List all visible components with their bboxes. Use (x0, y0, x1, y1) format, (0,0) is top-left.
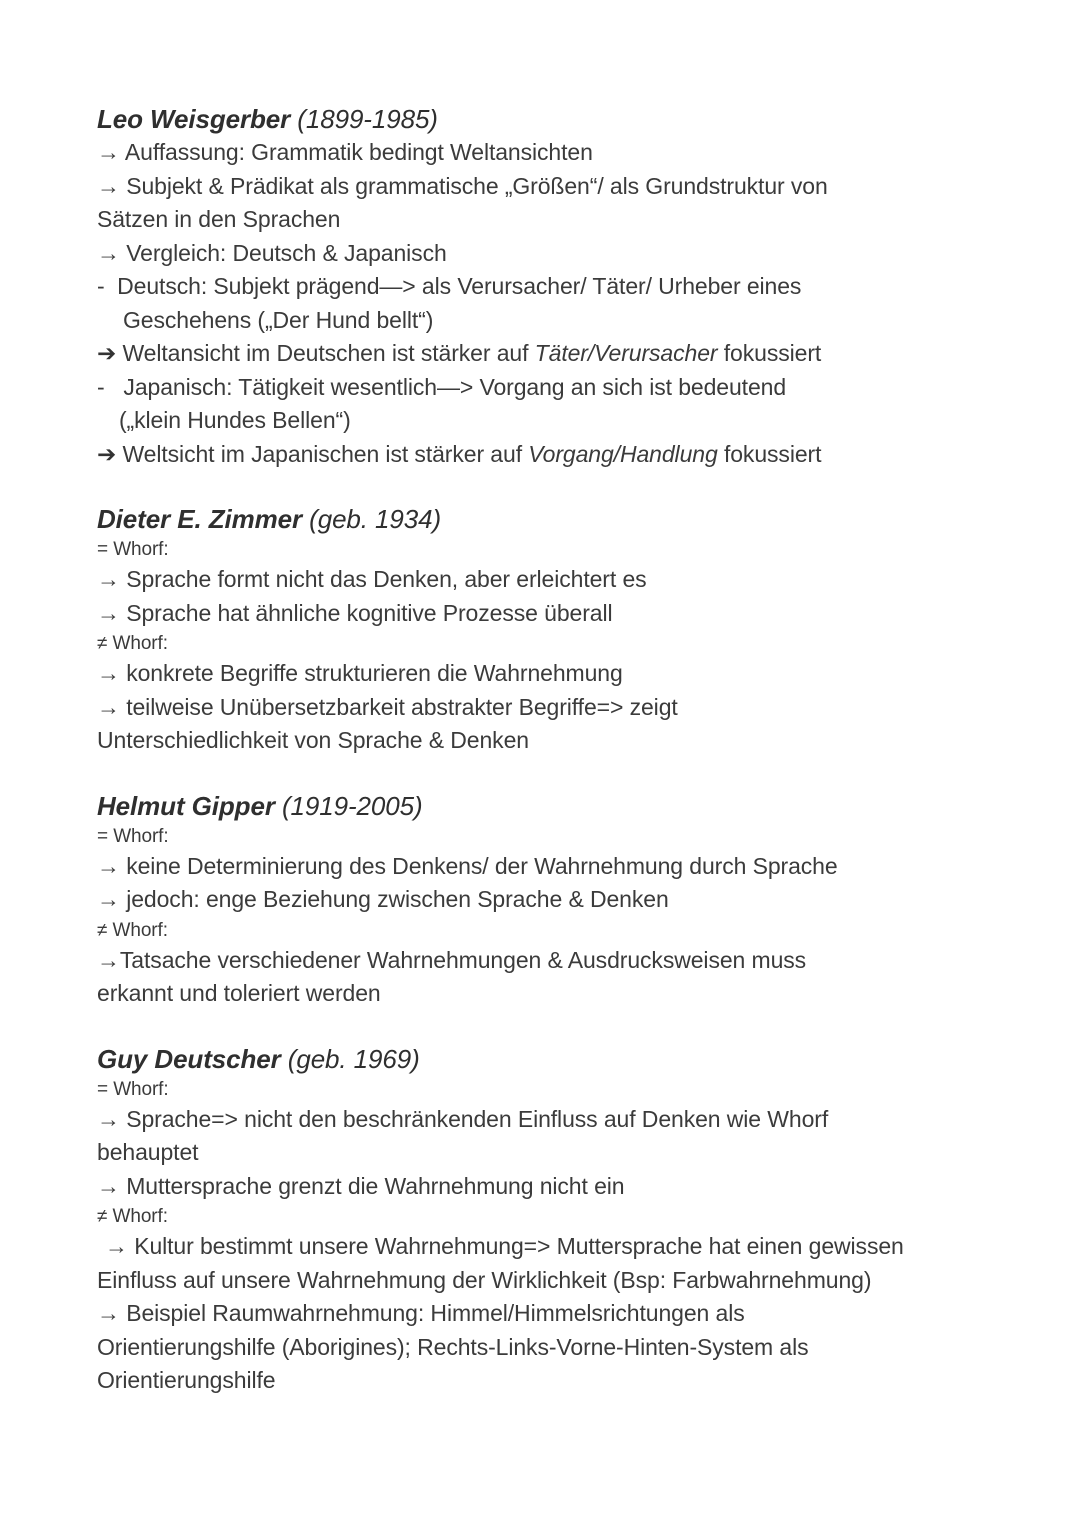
text-segment: fokussiert (717, 440, 822, 467)
text-segment: fokussiert (717, 340, 822, 366)
text-segment: Geschehens („Der Hund bellt“) (123, 306, 434, 333)
author-dates: (1899-1985) (290, 104, 438, 134)
text-segment: Deutsch: Subjekt prägend—> als Verursacher/ Täter/ Urheber eines (117, 273, 802, 299)
text-segment: Unterschiedlichkeit von Sprache & Denken (97, 727, 529, 753)
note-line (97, 404, 1002, 438)
text-segment: Weltsicht im Japanischen ist stärker auf (122, 440, 529, 467)
author-dates: (1919-2005) (274, 790, 423, 821)
heavy-arrow-icon: ➔ (97, 440, 123, 467)
dash-bullet: - (97, 273, 118, 299)
note-line (97, 1364, 1002, 1398)
text-segment: Sprache hat ähnliche kognitive Prozesse überall (126, 599, 613, 626)
arrow-icon: → (97, 852, 127, 879)
note-line (97, 1264, 1002, 1298)
text-segment: Vorgang/Handlung (528, 440, 718, 467)
dash-bullet: - (97, 373, 118, 400)
note-line (97, 563, 1002, 597)
text-segment: keine Determinierung des Denkens/ der Wahrnehmung durch Sprache (126, 852, 838, 879)
note-line (97, 1230, 1002, 1264)
arrow-icon: → (97, 1300, 127, 1326)
text-segment: erkannt und toleriert werden (97, 980, 381, 1006)
text-segment: Sprache formt nicht das Denken, aber erleichtert es (126, 566, 647, 592)
text-segment: Whorf: (113, 825, 169, 847)
arrow-icon: → (97, 172, 127, 199)
note-line (97, 337, 1002, 371)
heavy-arrow-icon: ➔ (97, 340, 123, 366)
notes-section (97, 1042, 1002, 1398)
text-segment: Whorf: (112, 919, 168, 941)
not-equals-symbol: ≠ (97, 633, 113, 654)
arrow-icon: → (97, 946, 120, 973)
arrow-icon: → (97, 239, 127, 266)
author-name: Helmut Gipper (97, 790, 275, 821)
notes-section (97, 102, 1002, 471)
text-segment: Tatsache verschiedener Wahrnehmungen & Ausdrucksweisen muss (119, 946, 807, 973)
arrow-icon: → (97, 599, 127, 626)
arrow-icon: → (97, 139, 125, 165)
text-segment: jedoch: enge Beziehung zwischen Sprache & Denken (126, 886, 669, 912)
arrow-icon: → (97, 1172, 127, 1199)
note-line (97, 1203, 1002, 1230)
note-line (97, 136, 1002, 170)
notes-section (97, 789, 1002, 1011)
text-segment: Whorf: (113, 539, 169, 560)
note-line (97, 536, 1002, 563)
text-segment: teilweise Unübersetzbarkeit abstrakter Begriffe=> zeigt (126, 693, 678, 720)
note-line (97, 170, 1002, 204)
notes-section (97, 502, 1002, 758)
note-line (97, 597, 1002, 631)
note-line (97, 944, 1002, 978)
text-segment: Auffassung: Grammatik bedingt Weltansichten (124, 139, 593, 165)
equals-symbol: = (97, 1078, 114, 1100)
section-heading (97, 1042, 1002, 1076)
author-name: Leo Weisgerber (97, 104, 291, 134)
not-equals-symbol: ≠ (97, 1206, 113, 1227)
equals-symbol: = (97, 539, 114, 560)
text-segment: Vergleich: Deutsch & Japanisch (126, 239, 447, 266)
section-heading (97, 102, 1002, 136)
note-line (97, 304, 1002, 338)
text-segment: Orientierungshilfe (Aborigines); Rechts-Links-Vorne-Hinten-System als (97, 1333, 809, 1360)
note-line (97, 438, 1002, 472)
note-line (97, 850, 1002, 884)
equals-symbol: = (97, 825, 114, 847)
arrow-icon: → (105, 1233, 135, 1259)
text-segment: („klein Hundes Bellen“) (119, 407, 351, 433)
note-line (97, 270, 1002, 304)
text-segment: Japanisch: Tätigkeit wesentlich—> Vorgang an sich ist bedeutend (117, 373, 787, 400)
text-segment: Whorf: (112, 633, 168, 654)
note-line (97, 883, 1002, 917)
author-dates: (geb. 1969) (280, 1043, 420, 1074)
arrow-icon: → (97, 566, 127, 592)
arrow-icon: → (97, 693, 127, 720)
not-equals-symbol: ≠ (97, 919, 113, 941)
text-segment: Subjekt & Prädikat als grammatische „Größen“/ als Grundstruktur von (126, 172, 828, 199)
section-heading (97, 502, 1002, 536)
text-segment: Weltansicht im Deutschen ist stärker auf (122, 340, 535, 366)
note-line (97, 1170, 1002, 1204)
text-segment: Einfluss auf unsere Wahrnehmung der Wirklichkeit (Bsp: Farbwahrnehmung) (97, 1266, 872, 1293)
note-line (97, 630, 1002, 657)
text-segment: Whorf: (112, 1206, 168, 1227)
note-line (97, 1076, 1002, 1103)
note-line (97, 237, 1002, 271)
author-name: Dieter E. Zimmer (97, 504, 303, 534)
arrow-icon: → (97, 660, 127, 686)
text-segment: konkrete Begriffe strukturieren die Wahrnehmung (126, 660, 623, 686)
section-heading (97, 789, 1002, 823)
note-line (97, 691, 1002, 725)
note-line (97, 1297, 1002, 1331)
arrow-icon: → (97, 886, 127, 912)
note-line (97, 823, 1002, 850)
note-line (97, 917, 1002, 944)
note-line (97, 371, 1002, 405)
note-line (97, 977, 1002, 1011)
author-dates: (geb. 1934) (302, 504, 442, 534)
note-line (97, 203, 1002, 237)
note-line (97, 724, 1002, 758)
note-line (97, 657, 1002, 691)
note-line (97, 1331, 1002, 1365)
note-line (97, 1103, 1002, 1137)
text-segment: Sätzen in den Sprachen (97, 206, 341, 232)
author-name: Guy Deutscher (97, 1043, 281, 1074)
text-segment: Sprache=> nicht den beschränkenden Einfluss auf Denken wie Whorf (126, 1105, 829, 1132)
text-segment: Whorf: (113, 1078, 169, 1100)
text-segment: Orientierungshilfe (97, 1367, 276, 1393)
text-segment: Beispiel Raumwahrnehmung: Himmel/Himmelsrichtungen als (126, 1300, 745, 1326)
arrow-icon: → (97, 1105, 127, 1132)
text-segment: behauptet (97, 1139, 199, 1165)
text-segment: Täter/Verursacher (534, 340, 718, 366)
text-segment: Muttersprache grenzt die Wahrnehmung nicht ein (126, 1172, 625, 1199)
note-line (97, 1136, 1002, 1170)
text-segment: Kultur bestimmt unsere Wahrnehmung=> Muttersprache hat einen gewissen (134, 1233, 904, 1259)
